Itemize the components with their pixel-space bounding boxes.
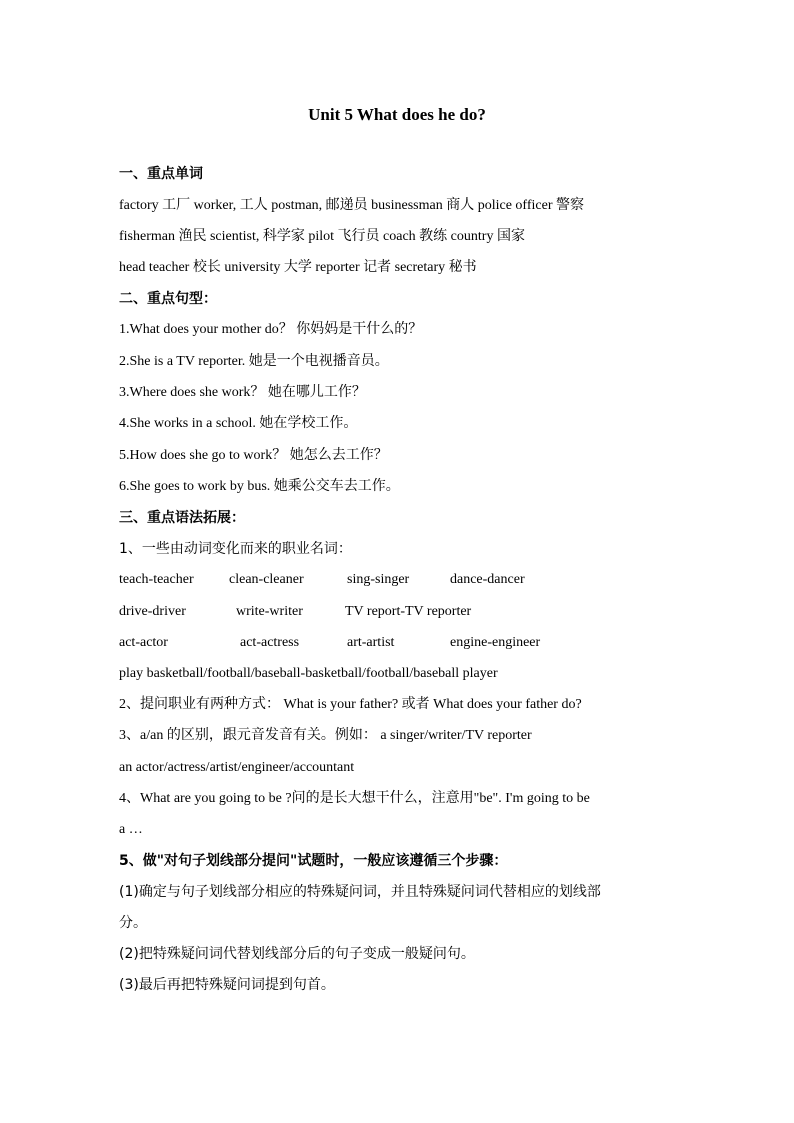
step-line: 分。: [119, 915, 147, 931]
vocab-heading: 一、重点单词: [119, 166, 203, 182]
grammar-point-4: 4、What are you going to be ?问的是长大想干什么，注意用"be". I'm going to be: [119, 791, 590, 806]
step-line: (1)确定与句子划线部分相应的特殊疑问词，并且特殊疑问词代替相应的划线部: [119, 884, 601, 900]
word-pair: engine-engineer: [450, 635, 541, 650]
word-pair: teach-teacher: [119, 572, 194, 587]
sentences-heading: 二、重点句型：: [119, 291, 217, 307]
word-row: [119, 570, 679, 590]
vocab-line: fisherman 渔民 scientist, 科学家 pilot 飞行员 coach 教练 country 国家: [119, 229, 525, 244]
player-line: play basketball/football/baseball-basketball/football/baseball player: [119, 666, 498, 681]
word-pair: dance-dancer: [450, 572, 525, 587]
word-row: [119, 633, 679, 653]
grammar-point-3: 3、a/an 的区别，跟元音发音有关。例如： a singer/writer/TV reporter: [119, 728, 532, 743]
grammar-point-3-cont: an actor/actress/artist/engineer/accountant: [119, 760, 355, 775]
word-pair: clean-cleaner: [229, 572, 304, 587]
sentence-line: 3.Where does she work？ 她在哪儿工作？: [119, 385, 366, 400]
sentence-line: 6.She goes to work by bus. 她乘公交车去工作。: [119, 479, 400, 494]
sentence-line: 2.She is a TV reporter. 她是一个电视播音员。: [119, 354, 389, 369]
grammar-heading: 三、重点语法拓展：: [119, 510, 245, 526]
sentence-line: 1.What does your mother do？ 你妈妈是干什么的？: [119, 322, 423, 337]
word-pair: TV report-TV reporter: [345, 604, 472, 619]
grammar-point-2: 2、提问职业有两种方式： What is your father? 或者 What does your father do?: [119, 697, 582, 712]
word-pair: act-actor: [119, 635, 168, 650]
vocab-line: factory 工厂 worker, 工人 postman, 邮递员 businessman 商人 police officer 警察: [119, 198, 584, 213]
page-title: Unit 5 What does he do?: [308, 105, 486, 124]
sentence-line: 4.She works in a school. 她在学校工作。: [119, 416, 358, 431]
sentence-line: 5.How does she go to work？ 她怎么去工作？: [119, 448, 388, 463]
word-pair: write-writer: [236, 604, 303, 619]
word-pair: drive-driver: [119, 604, 186, 619]
word-pair: art-artist: [347, 635, 395, 650]
grammar-point-1: 1、一些由动词变化而来的职业名词：: [119, 541, 352, 557]
grammar-point-5: 5、做"对句子划线部分提问"试题时，一般应该遵循三个步骤：: [119, 853, 508, 869]
vocab-line: head teacher 校长 university 大学 reporter 记者 secretary 秘书: [119, 260, 477, 275]
step-line: (3)最后再把特殊疑问词提到句首。: [119, 977, 335, 993]
step-line: (2)把特殊疑问词代替划线部分后的句子变成一般疑问句。: [119, 946, 475, 962]
grammar-point-4-cont: a …: [119, 822, 143, 837]
word-row: [119, 602, 679, 622]
word-pair: sing-singer: [347, 572, 410, 587]
word-pair: act-actress: [240, 635, 300, 650]
